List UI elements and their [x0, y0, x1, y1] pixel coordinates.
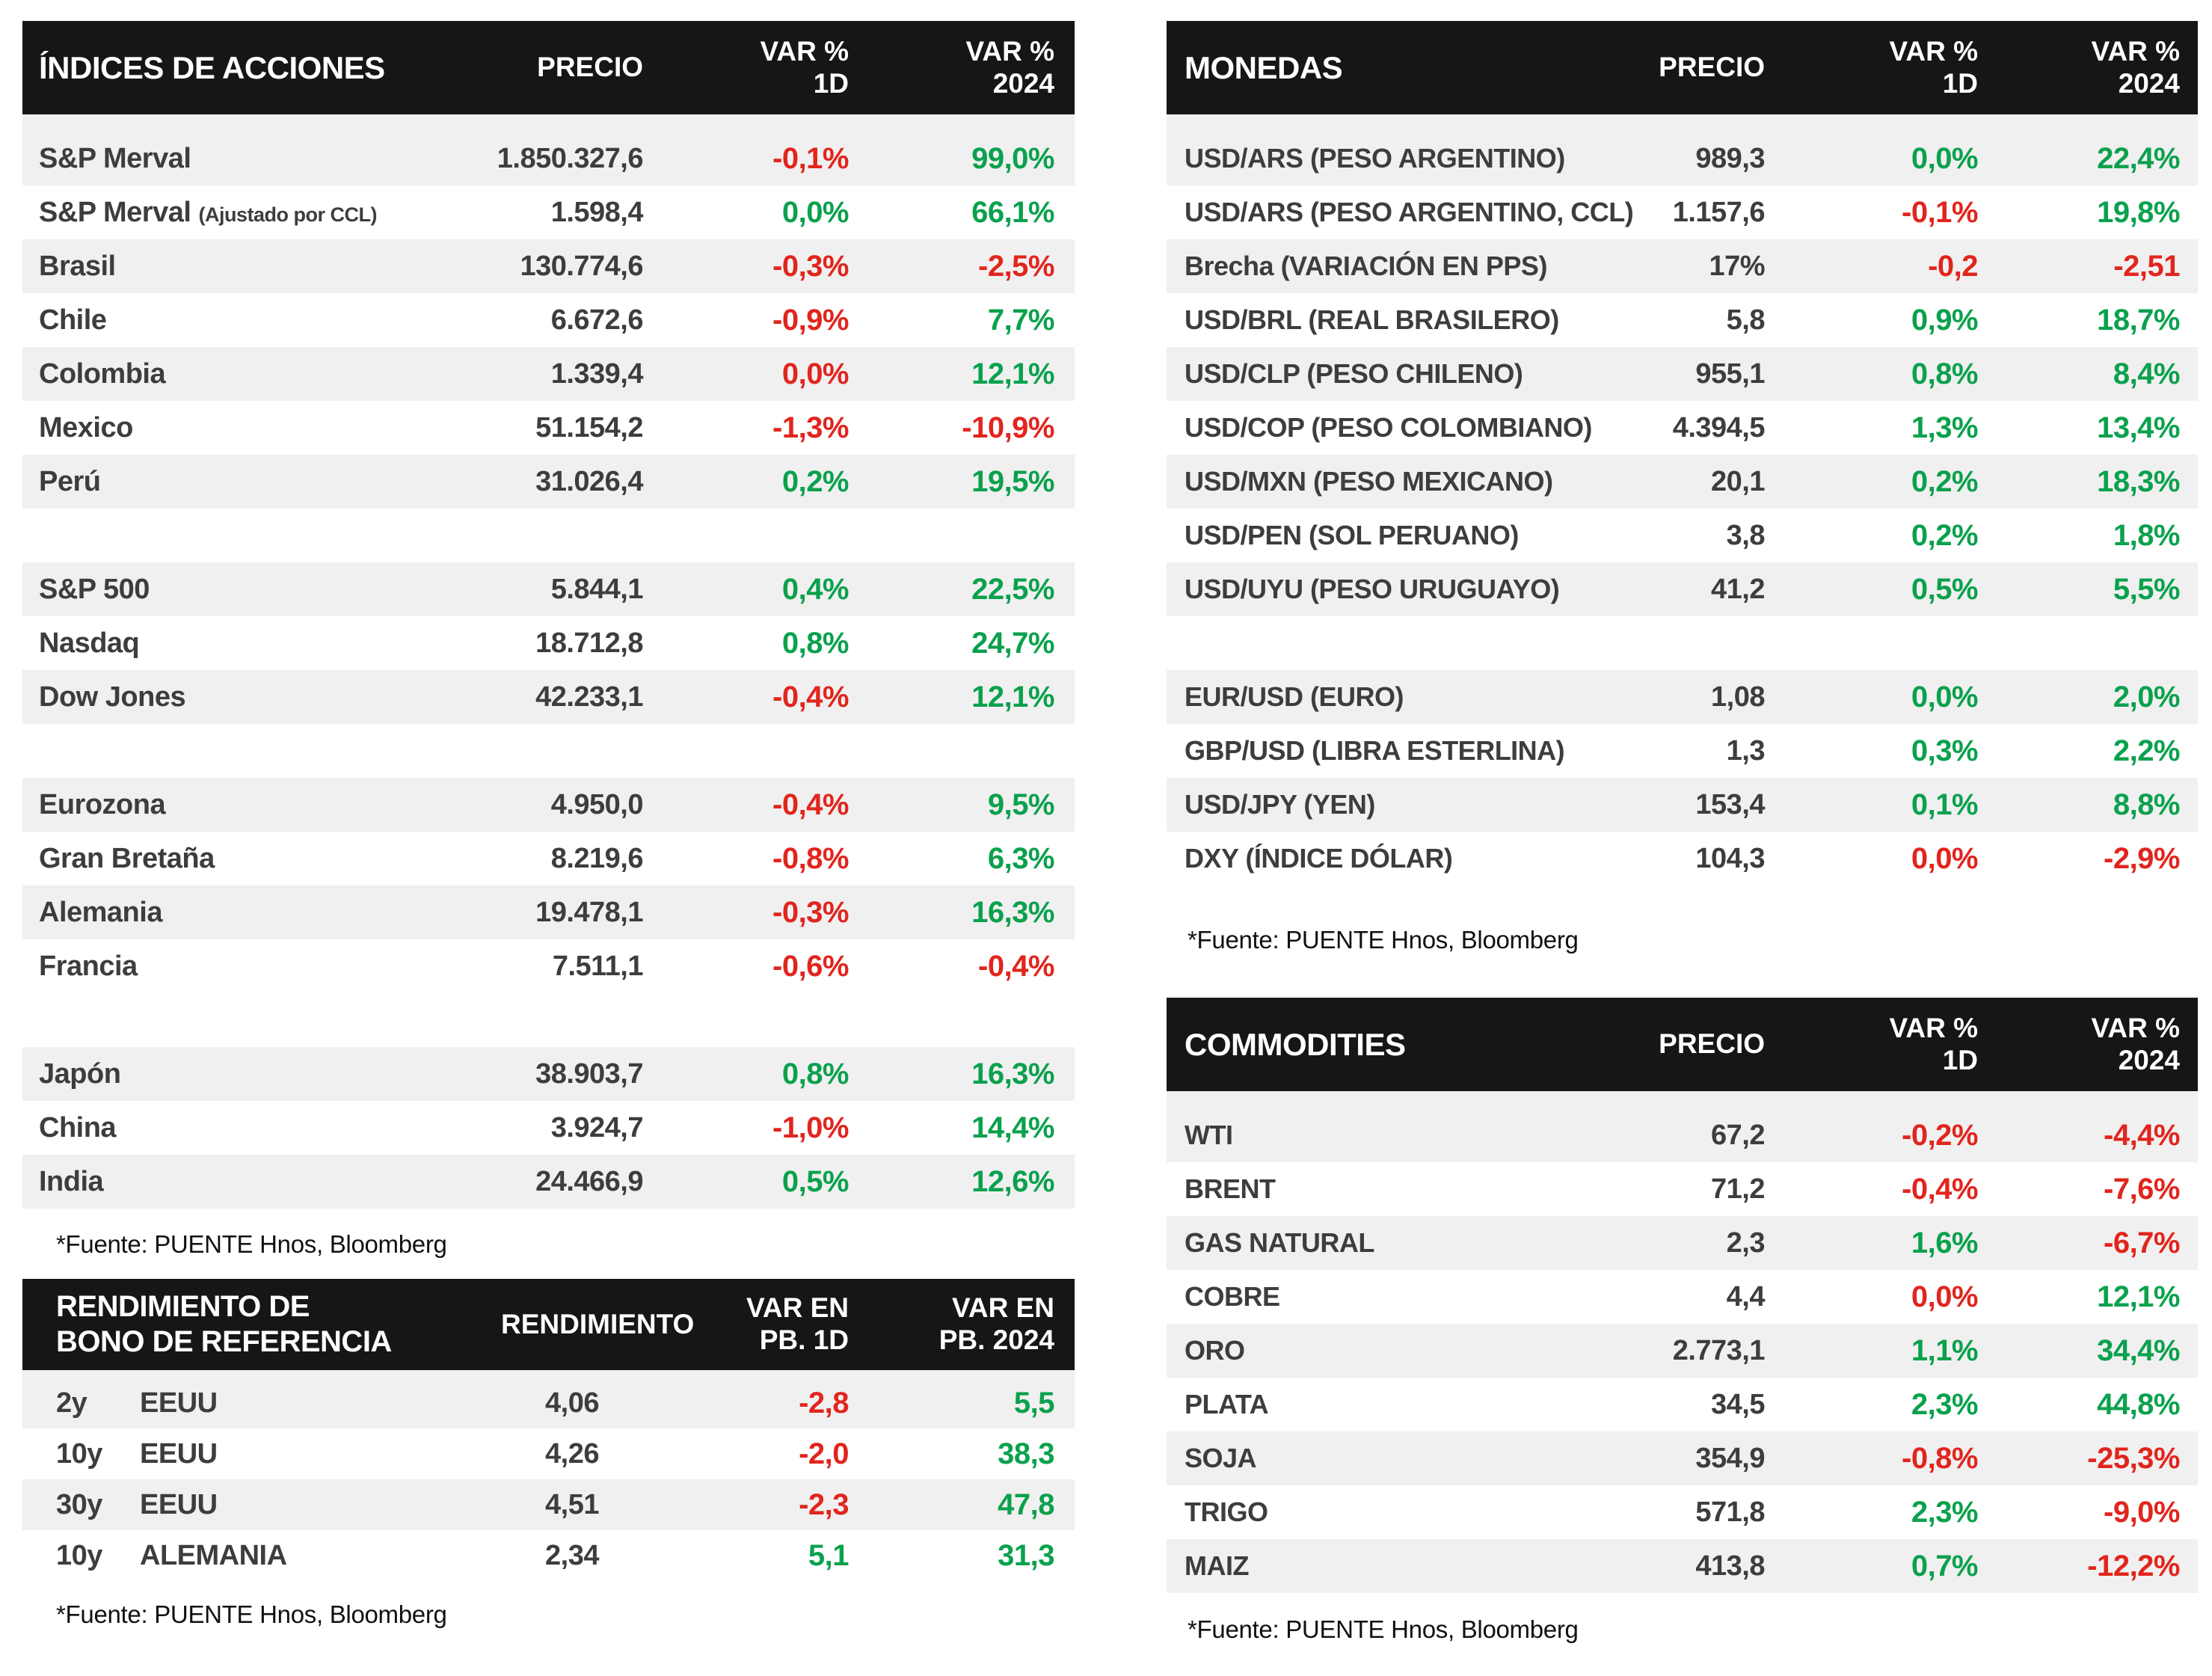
var-1d-value: -0,8%: [1902, 1441, 1978, 1475]
instrument-name: S&P Merval: [39, 196, 199, 228]
var-2024-value: 2,2%: [2113, 734, 2180, 767]
instrument-name: Perú: [39, 465, 101, 497]
var-2024-value: 5,5%: [2113, 572, 2180, 606]
table-body: [1167, 114, 2198, 885]
var-2024-value: 16,3%: [971, 895, 1054, 929]
col-header-price: PRECIO: [537, 52, 643, 83]
table-row: [1167, 832, 2198, 885]
tenor-label: 30y: [56, 1488, 102, 1520]
row-label: [22, 1112, 419, 1144]
table-row: [22, 1530, 1075, 1581]
price-value: 1.339,4: [550, 357, 643, 390]
row-label: [1167, 1443, 1555, 1474]
table-row: [1167, 1378, 2198, 1431]
row-label: [22, 1166, 419, 1198]
instrument-name: USD/BRL (REAL BRASILERO): [1185, 304, 1559, 335]
var-2024-value: 34,4%: [2097, 1333, 2180, 1367]
row-label: [22, 951, 419, 983]
commodities-table: [1167, 998, 2198, 1593]
price-value: 130.774,6: [520, 250, 643, 282]
price-value: 7.511,1: [552, 950, 643, 982]
col-header-var-1d: VAR % 1D: [1889, 1012, 1978, 1075]
var-1d-value: 0,0%: [1911, 841, 1978, 875]
table-row: [1167, 562, 2198, 616]
table-row: [22, 885, 1075, 939]
row-label: [1167, 251, 1555, 282]
table-row: [22, 616, 1075, 670]
table-row: [1167, 401, 2198, 455]
instrument-name: Gran Bretaña: [39, 842, 215, 874]
group-gap: [22, 993, 1075, 1047]
var-2024-value: 99,0%: [971, 141, 1054, 175]
instrument-name: USD/ARS (PESO ARGENTINO): [1185, 143, 1565, 174]
var-1d-value: 1,3%: [1911, 411, 1978, 444]
price-value: 41,2: [1711, 573, 1765, 605]
row-label: [22, 1058, 419, 1090]
var-2024-value: 5,5: [1013, 1386, 1054, 1419]
var-2024-value: 13,4%: [2097, 411, 2180, 444]
var-1d-value: 0,5%: [1911, 572, 1978, 606]
indices-table-header: [22, 21, 1075, 114]
source-note: *Fuente: PUENTE Hnos, Bloomberg: [1188, 926, 1579, 954]
var-1d-value: -2,3: [799, 1488, 849, 1521]
var-2024-value: -7,6%: [2104, 1172, 2180, 1206]
var-2024-value: 66,1%: [971, 195, 1054, 229]
var-2024-value: -2,5%: [978, 249, 1054, 283]
var-2024-value: 14,4%: [971, 1111, 1054, 1144]
table-row: [22, 347, 1075, 401]
row-label: [22, 789, 419, 821]
instrument-name: GBP/USD (LIBRA ESTERLINA): [1185, 735, 1565, 766]
table-title: COMMODITIES: [1185, 1026, 1406, 1062]
var-1d-value: 0,8%: [1911, 357, 1978, 390]
table-row: [22, 185, 1075, 239]
var-2024-value: 18,7%: [2097, 303, 2180, 337]
instrument-name: Francia: [39, 950, 138, 982]
var-2024-value: 2,0%: [2113, 680, 2180, 713]
var-1d-value: 0,4%: [781, 572, 849, 606]
col-header-var-2024: VAR % 2024: [2091, 35, 2180, 99]
row-label: [1167, 1227, 1555, 1259]
table-row: [22, 778, 1075, 832]
var-1d-value: -0,9%: [772, 303, 849, 337]
var-2024-value: 22,5%: [971, 572, 1054, 606]
price-value: 4.394,5: [1672, 411, 1765, 443]
row-label: [22, 1540, 501, 1572]
var-1d-value: 0,0%: [781, 357, 849, 390]
instrument-name: EUR/USD (EURO): [1185, 681, 1404, 712]
var-1d-value: -1,0%: [772, 1111, 849, 1144]
var-2024-value: 12,1%: [2097, 1280, 2180, 1313]
row-label: [22, 681, 419, 713]
var-1d-value: 0,8%: [781, 1057, 849, 1090]
row-label: [1167, 574, 1560, 605]
col-header-var-1d: VAR EN PB. 1D: [746, 1292, 849, 1355]
var-1d-value: 0,0%: [1911, 141, 1978, 175]
var-2024-value: -0,4%: [978, 949, 1054, 983]
price-value: 3,8: [1726, 519, 1765, 551]
tenor-label: 10y: [56, 1437, 102, 1470]
var-1d-value: 1,1%: [1911, 1333, 1978, 1367]
tenor-label: 10y: [56, 1539, 102, 1571]
group-gap: [22, 724, 1075, 778]
source-note: *Fuente: PUENTE Hnos, Bloomberg: [56, 1600, 447, 1628]
instrument-name: GAS NATURAL: [1185, 1227, 1374, 1258]
instrument-name-suffix: (Ajustado por CCL): [198, 203, 377, 226]
var-1d-value: -2,0: [799, 1437, 849, 1470]
price-value: 42.233,1: [535, 681, 643, 713]
table-row: [1167, 1539, 2198, 1593]
var-2024-value: 47,8: [998, 1488, 1054, 1521]
col-header-var-2024: VAR % 2024: [965, 35, 1054, 99]
var-2024-value: 8,8%: [2113, 788, 2180, 821]
instrument-name: Nasdaq: [39, 627, 140, 659]
var-1d-value: 0,2%: [781, 464, 849, 498]
var-2024-value: 19,8%: [2097, 195, 2180, 229]
col-header-price: PRECIO: [1659, 52, 1765, 83]
price-value: 8.219,6: [550, 842, 643, 874]
var-2024-value: 44,8%: [2097, 1387, 2180, 1421]
price-value: 354,9: [1695, 1442, 1765, 1474]
var-2024-value: 12,1%: [971, 357, 1054, 390]
price-value: 4,26: [545, 1437, 599, 1470]
var-1d-value: 1,6%: [1911, 1226, 1978, 1259]
table-title: MONEDAS: [1185, 49, 1343, 85]
price-value: 31.026,4: [535, 465, 643, 497]
col-header-yield: RENDIMIENTO: [501, 1308, 695, 1339]
var-1d-value: 0,2%: [1911, 464, 1978, 498]
price-value: 1.157,6: [1672, 196, 1765, 228]
instrument-name: Japón: [39, 1058, 121, 1090]
bond-yield-table: [22, 1279, 1075, 1581]
var-1d-value: 0,2%: [1911, 518, 1978, 552]
instrument-name: Brecha (VARIACIÓN EN PPS): [1185, 251, 1547, 281]
indices-table: [22, 21, 1075, 1209]
var-1d-value: -0,8%: [772, 841, 849, 875]
instrument-name: Colombia: [39, 357, 166, 390]
table-body: [22, 1370, 1075, 1581]
price-value: 34,5: [1711, 1388, 1765, 1420]
price-value: 4,51: [545, 1488, 599, 1520]
instrument-name: Chile: [39, 304, 107, 336]
row-label: [1167, 1497, 1555, 1528]
var-1d-value: 0,5%: [781, 1164, 849, 1198]
table-row: [1167, 1270, 2198, 1324]
var-1d-value: 0,9%: [1911, 303, 1978, 337]
instrument-name: S&P 500: [39, 573, 150, 605]
var-2024-value: -9,0%: [2104, 1495, 2180, 1529]
var-1d-value: -0,1%: [772, 141, 849, 175]
price-value: 2,3: [1726, 1227, 1765, 1259]
var-1d-value: -0,4%: [772, 788, 849, 821]
var-2024-value: 19,5%: [971, 464, 1054, 498]
table-row: [1167, 239, 2198, 293]
price-value: 2.773,1: [1672, 1334, 1765, 1366]
var-2024-value: 12,6%: [971, 1164, 1054, 1198]
table-row: [1167, 509, 2198, 562]
row-label: [22, 627, 419, 660]
price-value: 1.598,4: [550, 196, 643, 228]
var-2024-value: -12,2%: [2087, 1549, 2180, 1583]
instrument-name: EEUU: [140, 1437, 218, 1470]
currencies-table: [1167, 21, 2198, 885]
var-1d-value: -0,6%: [772, 949, 849, 983]
price-value: 24.466,9: [535, 1165, 643, 1197]
var-2024-value: 9,5%: [987, 788, 1054, 821]
row-label: [1167, 1173, 1555, 1205]
instrument-name: USD/JPY (YEN): [1185, 789, 1375, 820]
price-value: 6.672,6: [550, 304, 643, 336]
price-value: 1.850.327,6: [497, 142, 643, 174]
table-row: [1167, 347, 2198, 401]
price-value: 5.844,1: [550, 573, 643, 605]
table-row: [1167, 778, 2198, 832]
var-2024-value: -6,7%: [2104, 1226, 2180, 1259]
var-1d-value: 5,1: [808, 1538, 849, 1572]
price-value: 18.712,8: [535, 627, 643, 659]
bond-table-header: [22, 1279, 1075, 1370]
commodities-table-header: [1167, 998, 2198, 1091]
table-row: [1167, 293, 2198, 347]
table-row: [1167, 1485, 2198, 1539]
table-row: [1167, 1091, 2198, 1162]
instrument-name: Eurozona: [39, 788, 166, 820]
var-1d-value: 0,0%: [1911, 680, 1978, 713]
row-label: [1167, 466, 1555, 497]
var-2024-value: -4,4%: [2104, 1118, 2180, 1152]
price-value: 38.903,7: [535, 1058, 643, 1090]
price-value: 989,3: [1695, 142, 1765, 174]
var-2024-value: 38,3: [998, 1437, 1054, 1470]
var-1d-value: -0,2%: [1902, 1118, 1978, 1152]
var-2024-value: 12,1%: [971, 680, 1054, 713]
row-label: [1167, 681, 1555, 713]
price-value: 1,08: [1711, 681, 1765, 713]
table-row: [1167, 455, 2198, 509]
table-row: [22, 1047, 1075, 1101]
price-value: 5,8: [1726, 304, 1765, 336]
row-label: [22, 358, 419, 390]
price-value: 67,2: [1711, 1119, 1765, 1151]
table-row: [1167, 1216, 2198, 1270]
var-1d-value: 0,1%: [1911, 788, 1978, 821]
table-title: ÍNDICES DE ACCIONES: [39, 49, 385, 85]
var-2024-value: -2,51: [2113, 249, 2180, 283]
instrument-name: USD/CLP (PESO CHILENO): [1185, 358, 1523, 389]
currencies-table-header: [1167, 21, 2198, 114]
table-row: [22, 1370, 1075, 1428]
table-body: [22, 114, 1075, 1209]
row-label: [22, 143, 419, 175]
table-row: [22, 562, 1075, 616]
row-label: [1167, 843, 1555, 874]
table-row: [1167, 724, 2198, 778]
var-2024-value: 8,4%: [2113, 357, 2180, 390]
var-1d-value: -0,3%: [772, 249, 849, 283]
table-row: [1167, 1162, 2198, 1216]
col-header-var-2024: VAR EN PB. 2024: [938, 1292, 1054, 1355]
price-value: 1,3: [1726, 734, 1765, 767]
table-row: [22, 1101, 1075, 1155]
col-header-var-1d: VAR % 1D: [760, 35, 849, 99]
instrument-name: USD/PEN (SOL PERUANO): [1185, 520, 1519, 550]
instrument-name: USD/ARS (PESO ARGENTINO, CCL): [1185, 197, 1634, 227]
table-row: [22, 455, 1075, 509]
var-1d-value: -0,4%: [1902, 1172, 1978, 1206]
var-1d-value: 2,3%: [1911, 1495, 1978, 1529]
instrument-name: USD/COP (PESO COLOMBIANO): [1185, 412, 1592, 443]
group-gap: [22, 509, 1075, 562]
var-1d-value: 0,7%: [1911, 1549, 1978, 1583]
var-1d-value: 2,3%: [1911, 1387, 1978, 1421]
var-2024-value: 7,7%: [987, 303, 1054, 337]
row-label: [22, 1438, 501, 1470]
table-row: [22, 1428, 1075, 1479]
var-2024-value: 31,3: [998, 1538, 1054, 1572]
table-row: [22, 939, 1075, 993]
var-2024-value: 16,3%: [971, 1057, 1054, 1090]
row-label: [1167, 520, 1555, 551]
price-value: 17%: [1709, 250, 1765, 282]
var-2024-value: 18,3%: [2097, 464, 2180, 498]
instrument-name: ORO: [1185, 1335, 1245, 1366]
price-value: 3.924,7: [550, 1111, 643, 1144]
table-row: [22, 293, 1075, 347]
instrument-name: Dow Jones: [39, 681, 186, 713]
row-label: [1167, 1120, 1555, 1151]
col-header-price: PRECIO: [1659, 1028, 1765, 1060]
row-label: [22, 412, 419, 444]
table-row: [22, 1479, 1075, 1530]
instrument-name: S&P Merval: [39, 142, 191, 174]
table-row: [1167, 185, 2198, 239]
instrument-name: Brasil: [39, 250, 116, 282]
var-1d-value: -0,3%: [772, 895, 849, 929]
var-2024-value: 6,3%: [987, 841, 1054, 875]
tenor-label: 2y: [56, 1387, 87, 1419]
price-value: 4.950,0: [550, 788, 643, 820]
row-label: [1167, 1550, 1555, 1582]
var-1d-value: 0,3%: [1911, 734, 1978, 767]
instrument-name: DXY (ÍNDICE DÓLAR): [1185, 843, 1453, 874]
var-1d-value: 0,8%: [781, 626, 849, 660]
instrument-name: USD/UYU (PESO URUGUAYO): [1185, 574, 1560, 604]
table-row: [22, 401, 1075, 455]
row-label: [1167, 143, 1565, 174]
instrument-name: TRIGO: [1185, 1497, 1268, 1527]
row-label: [1167, 197, 1634, 228]
table-body: [1167, 1091, 2198, 1593]
instrument-name: WTI: [1185, 1120, 1233, 1150]
instrument-name: COBRE: [1185, 1281, 1280, 1312]
row-label: [22, 304, 419, 337]
var-2024-value: 22,4%: [2097, 141, 2180, 175]
var-1d-value: -0,4%: [772, 680, 849, 713]
row-label: [22, 466, 419, 498]
var-2024-value: -2,9%: [2104, 841, 2180, 875]
instrument-name: EEUU: [140, 1488, 218, 1520]
table-row: [1167, 670, 2198, 724]
row-label: [22, 251, 419, 283]
row-label: [22, 843, 419, 875]
instrument-name: China: [39, 1111, 117, 1144]
price-value: 4,4: [1726, 1280, 1765, 1313]
price-value: 413,8: [1695, 1550, 1765, 1582]
price-value: 51.154,2: [535, 411, 643, 443]
var-2024-value: 24,7%: [971, 626, 1054, 660]
row-label: [22, 574, 419, 606]
row-label: [1167, 358, 1555, 390]
price-value: 20,1: [1711, 465, 1765, 497]
var-1d-value: -0,1%: [1902, 195, 1978, 229]
price-value: 4,06: [545, 1387, 599, 1419]
instrument-name: Alemania: [39, 896, 162, 928]
row-label: [22, 1387, 501, 1419]
row-label: [1167, 1389, 1555, 1420]
table-row: [22, 239, 1075, 293]
group-gap: [1167, 616, 2198, 670]
var-2024-value: -25,3%: [2087, 1441, 2180, 1475]
instrument-name: EEUU: [140, 1387, 218, 1419]
price-value: 19.478,1: [535, 896, 643, 928]
table-row: [1167, 1324, 2198, 1378]
source-note: *Fuente: PUENTE Hnos, Bloomberg: [56, 1230, 447, 1258]
row-label: [22, 897, 419, 929]
price-value: 955,1: [1695, 357, 1765, 390]
price-value: 2,34: [545, 1539, 599, 1571]
var-2024-value: -10,9%: [962, 411, 1054, 444]
price-value: 104,3: [1695, 842, 1765, 874]
instrument-name: Mexico: [39, 411, 133, 443]
row-label: [1167, 789, 1555, 820]
row-label: [22, 197, 419, 229]
price-value: 71,2: [1711, 1173, 1765, 1205]
var-1d-value: 0,0%: [781, 195, 849, 229]
row-label: [1167, 412, 1592, 443]
col-header-var-2024: VAR % 2024: [2091, 1012, 2180, 1075]
price-value: 571,8: [1695, 1496, 1765, 1528]
source-note: *Fuente: PUENTE Hnos, Bloomberg: [1188, 1615, 1579, 1643]
var-1d-value: 0,0%: [1911, 1280, 1978, 1313]
instrument-name: PLATA: [1185, 1389, 1269, 1419]
instrument-name: ALEMANIA: [140, 1539, 287, 1571]
var-1d-value: -1,3%: [772, 411, 849, 444]
instrument-name: BRENT: [1185, 1173, 1276, 1204]
row-label: [22, 1489, 501, 1521]
row-label: [1167, 1335, 1555, 1366]
table-row: [22, 832, 1075, 885]
table-row: [22, 1155, 1075, 1209]
row-label: [1167, 1281, 1555, 1313]
var-2024-value: 1,8%: [2113, 518, 2180, 552]
instrument-name: India: [39, 1165, 104, 1197]
table-title: RENDIMIENTO DE BONO DE REFERENCIA: [56, 1289, 392, 1358]
col-header-var-1d: VAR % 1D: [1889, 35, 1978, 99]
table-row: [22, 670, 1075, 724]
var-1d-value: -0,2: [1928, 249, 1978, 283]
table-row: [1167, 1431, 2198, 1485]
var-1d-value: -2,8: [799, 1386, 849, 1419]
instrument-name: USD/MXN (PESO MEXICANO): [1185, 466, 1553, 497]
table-row: [22, 114, 1075, 185]
instrument-name: MAIZ: [1185, 1550, 1249, 1581]
row-label: [1167, 735, 1565, 767]
price-value: 153,4: [1695, 788, 1765, 820]
instrument-name: SOJA: [1185, 1443, 1257, 1473]
table-row: [1167, 114, 2198, 185]
row-label: [1167, 304, 1559, 336]
